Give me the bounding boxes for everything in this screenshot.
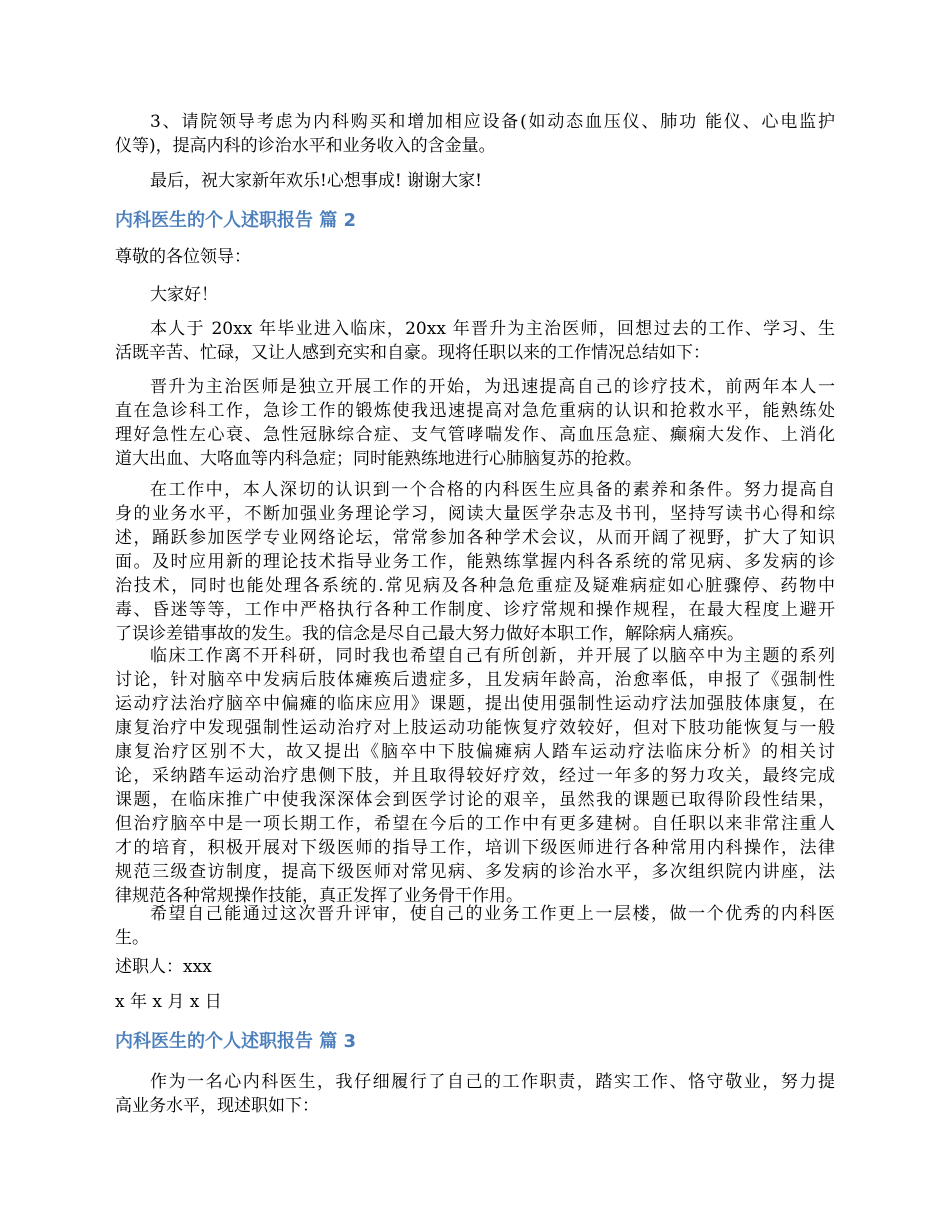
text-line: x 年 x 月 x 日 xyxy=(115,992,222,1012)
text-line: 临床工作离不开科研，同时我也希望自己有所创新，并开展了以脑卒中为主题的系列 xyxy=(150,646,835,666)
text-line: 仪等)，提高内科的诊治水平和业务收入的含金量。 xyxy=(115,136,496,156)
text-line: 但治疗脑卒中是一项长期工作，希望在今后的工作中有更多建树。自任职以来非常注重人 xyxy=(115,814,835,834)
text-line: 生。 xyxy=(115,928,149,948)
text-line: 面。及时应用新的理论技术指导业务工作，能熟练掌握内科各系统的常见病、多发病的诊 xyxy=(115,552,835,572)
text-line: 运动疗法治疗脑卒中偏瘫的临床应用》课题，提出使用强制性运动疗法加强肢体康复，在 xyxy=(115,694,835,714)
text-line: 才的培育，积极开展对下级医师的指导工作，培训下级医师进行各种常用内科操作，法律 xyxy=(115,838,835,858)
text-line: 述，踊跃参加医学专业网络论坛，常常参加各种学术会议，从而开阔了视野，扩大了知识 xyxy=(115,528,835,548)
text-line: 高业务水平，现述职如下： xyxy=(115,1096,319,1116)
text-line: 作为一名心内科医生，我仔细履行了自己的工作职责，踏实工作、恪守敬业，努力提 xyxy=(150,1072,835,1092)
text-line: 活既辛苦、忙碌，又让人感到充实和自豪。现将任职以来的工作情况总结如下： xyxy=(115,343,710,363)
text-line: 大家好！ xyxy=(150,285,218,305)
text-line: 在工作中，本人深切的认识到一个合格的内科医生应具备的素养和条件。努力提高自 xyxy=(150,480,835,500)
text-line: 希望自己能通过这次晋升评审，使自己的业务工作更上一层楼，做一个优秀的内科医 xyxy=(150,904,835,924)
text-line: 规范三级查访制度，提高下级医师对常见病、多发病的诊治水平，多次组织院内讲座，法 xyxy=(115,862,835,882)
text-line: 晋升为主治医师是独立开展工作的开始，为迅速提高自己的诊疗技术，前两年本人一 xyxy=(150,377,835,397)
text-line: 律规范各种常规操作技能，真正发挥了业务骨干作用。 xyxy=(115,886,523,906)
text-line: 康复治疗中发现强制性运动治疗对上肢运动功能恢复疗效较好，但对下肢功能恢复与一般 xyxy=(115,718,835,738)
text-line: 理好急性左心衰、急性冠脉综合症、支气管哮喘发作、高血压急症、癫痫大发作、上消化 xyxy=(115,425,835,445)
text-line: 治技术，同时也能处理各系统的.常见病及各种急危重症及疑难病症如心脏骤停、药物中 xyxy=(115,576,835,596)
text-line: 身的业务水平，不断加强业务理论学习，阅读大量医学杂志及书刊，坚持写读书心得和综 xyxy=(115,504,835,524)
text-line: 直在急诊科工作，急诊工作的锻炼使我迅速提高对急危重病的认识和抢救水平，能熟练处 xyxy=(115,401,835,421)
text-line: 课题，在临床推广中使我深深体会到医学讨论的艰辛，虽然我的课题已取得阶段性结果， xyxy=(115,790,835,810)
text-line: 讨论，针对脑卒中发病后肢体瘫痪后遗症多，且发病年龄高，治愈率低，申报了《强制性 xyxy=(115,670,835,690)
section-heading-2: 内科医生的个人述职报告 篇 2 xyxy=(115,210,357,231)
text-line: 康复治疗区别不大，故又提出《脑卒中下肢偏瘫病人踏车运动疗法临床分析》的相关讨 xyxy=(115,742,835,762)
text-line: 尊敬的各位领导： xyxy=(115,247,251,267)
text-line: 述职人：xxx xyxy=(115,957,212,977)
text-line: 3、请院领导考虑为内科购买和增加相应设备(如动态血压仪、肺功 能仪、心电监护 xyxy=(150,112,835,132)
text-line: 最后，祝大家新年欢乐!心想事成! 谢谢大家! xyxy=(150,171,482,191)
section-heading-3: 内科医生的个人述职报告 篇 3 xyxy=(115,1031,357,1052)
text-line: 道大出血、大咯血等内科急症；同时能熟练地进行心肺脑复苏的抢救。 xyxy=(115,449,642,469)
text-line: 本人于 20xx 年毕业进入临床，20xx 年晋升为主治医师，回想过去的工作、学习、生 xyxy=(150,319,835,339)
text-line: 毒、昏迷等等，工作中严格执行各种工作制度、诊疗常规和操作规程，在最大程度上避开 xyxy=(115,600,835,620)
text-line: 了误诊差错事故的发生。我的信念是尽自己最大努力做好本职工作，解除病人痛疾。 xyxy=(115,624,744,644)
text-line: 论，采纳踏车运动治疗患侧下肢，并且取得较好疗效，经过一年多的努力攻关，最终完成 xyxy=(115,766,835,786)
